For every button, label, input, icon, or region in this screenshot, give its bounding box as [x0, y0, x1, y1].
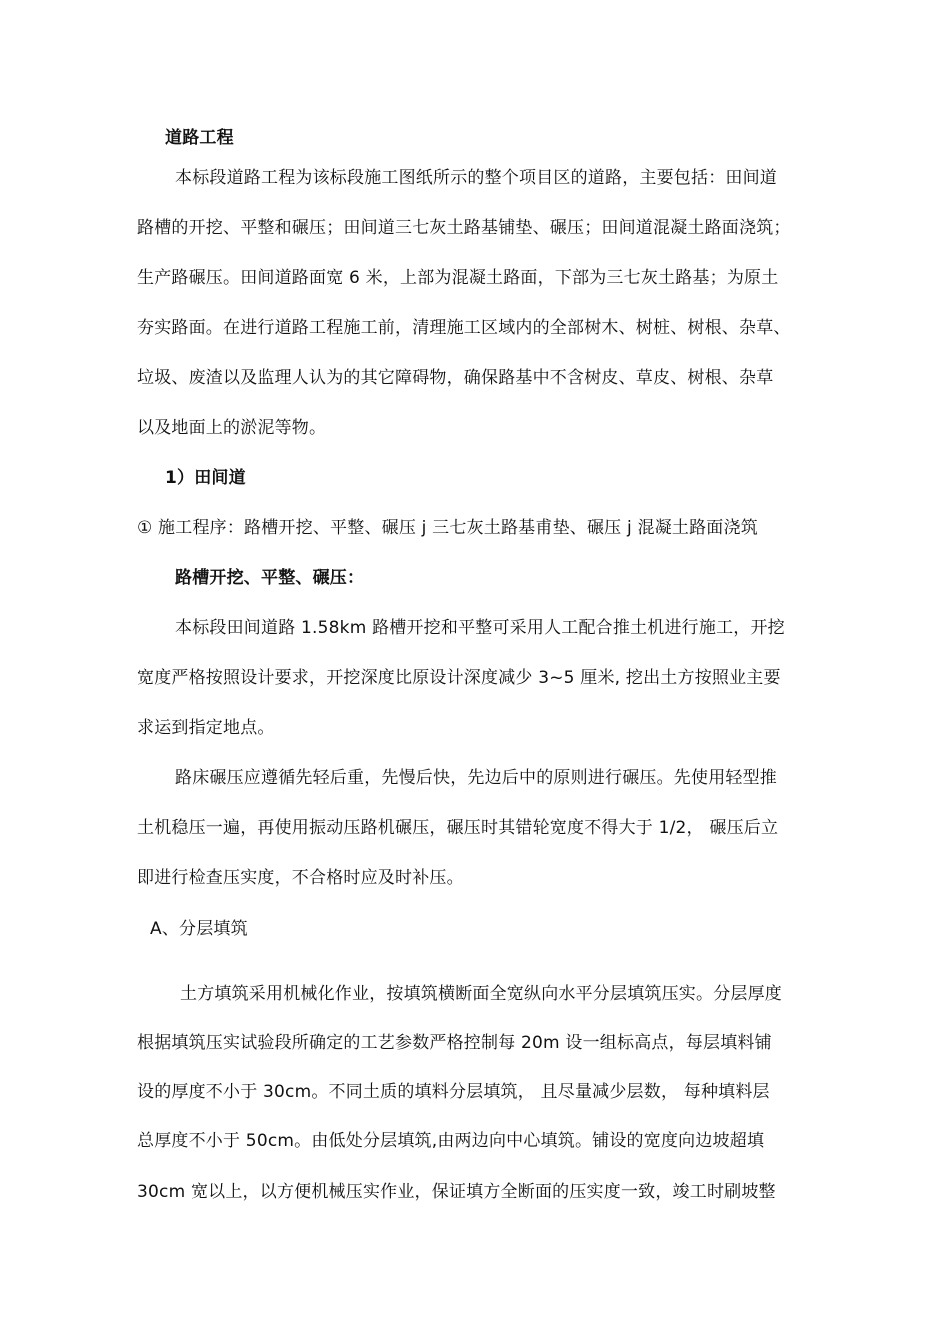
- paragraph-line: 30cm 宽以上，以方便机械压实作业，保证填方全断面的压实度一致，竣工时刷坡整: [137, 1182, 776, 1202]
- paragraph-line: 根据填筑压实试验段所确定的工艺参数严格控制每 20m 设一组标高点，每层填料铺: [137, 1033, 772, 1053]
- paragraph-line: 求运到指定地点。: [137, 718, 275, 738]
- paragraph-line: 土方填筑采用机械化作业，按填筑横断面全宽纵向水平分层填筑压实。分层厚度: [180, 984, 782, 1004]
- procedure-line: ① 施工程序：路槽开挖、平整、碾压 j 三七灰土路基甫垫、碾压 j 混凝土路面浇筑: [137, 518, 758, 538]
- paragraph-line: 总厚度不小于 50cm。由低处分层填筑,由两边向中心填筑。铺设的宽度向边坡超填: [137, 1131, 765, 1151]
- paragraph-line: 以及地面上的淤泥等物。: [137, 418, 327, 438]
- section-heading: 道路工程: [165, 128, 234, 148]
- paragraph-line: 即进行检查压实度，不合格时应及时补压。: [137, 868, 464, 888]
- paragraph-line: 宽度严格按照设计要求，开挖深度比原设计深度减少 3~5 厘米, 挖出土方按照业主要: [137, 668, 781, 688]
- paragraph-line: 设的厚度不小于 30cm。不同土质的填料分层填筑， 且尽量减少层数， 每种填料层: [137, 1082, 770, 1102]
- subheading-field-road: 1）田间道: [165, 468, 246, 488]
- paragraph-line: 本标段道路工程为该标段施工图纸所示的整个项目区的道路，主要包括：田间道: [175, 168, 777, 188]
- paragraph-line: 土机稳压一遍，再使用振动压路机碾压，碾压时其错轮宽度不得大于 1/2， 碾压后立: [137, 818, 779, 838]
- paragraph-line: 路床碾压应遵循先轻后重，先慢后快，先边后中的原则进行碾压。先使用轻型推: [175, 768, 777, 788]
- paragraph-line: 生产路碾压。田间道路面宽 6 米，上部为混凝土路面，下部为三七灰土路基；为原土: [137, 268, 779, 288]
- paragraph-line: 垃圾、废渣以及监理人认为的其它障碍物，确保路基中不含树皮、草皮、树根、杂草: [137, 368, 774, 388]
- paragraph-line: 夯实路面。在进行道路工程施工前，清理施工区域内的全部树木、树桩、树根、杂草、: [137, 318, 791, 338]
- paragraph-line: 本标段田间道路 1.58km 路槽开挖和平整可采用人工配合推土机进行施工，开挖: [175, 618, 785, 638]
- paragraph-line: 路槽的开挖、平整和碾压；田间道三七灰土路基铺垫、碾压；田间道混凝土路面浇筑；: [137, 218, 791, 238]
- subheading-layered-fill: A、分层填筑: [150, 919, 248, 939]
- subheading-trench: 路槽开挖、平整、碾压：: [175, 568, 365, 588]
